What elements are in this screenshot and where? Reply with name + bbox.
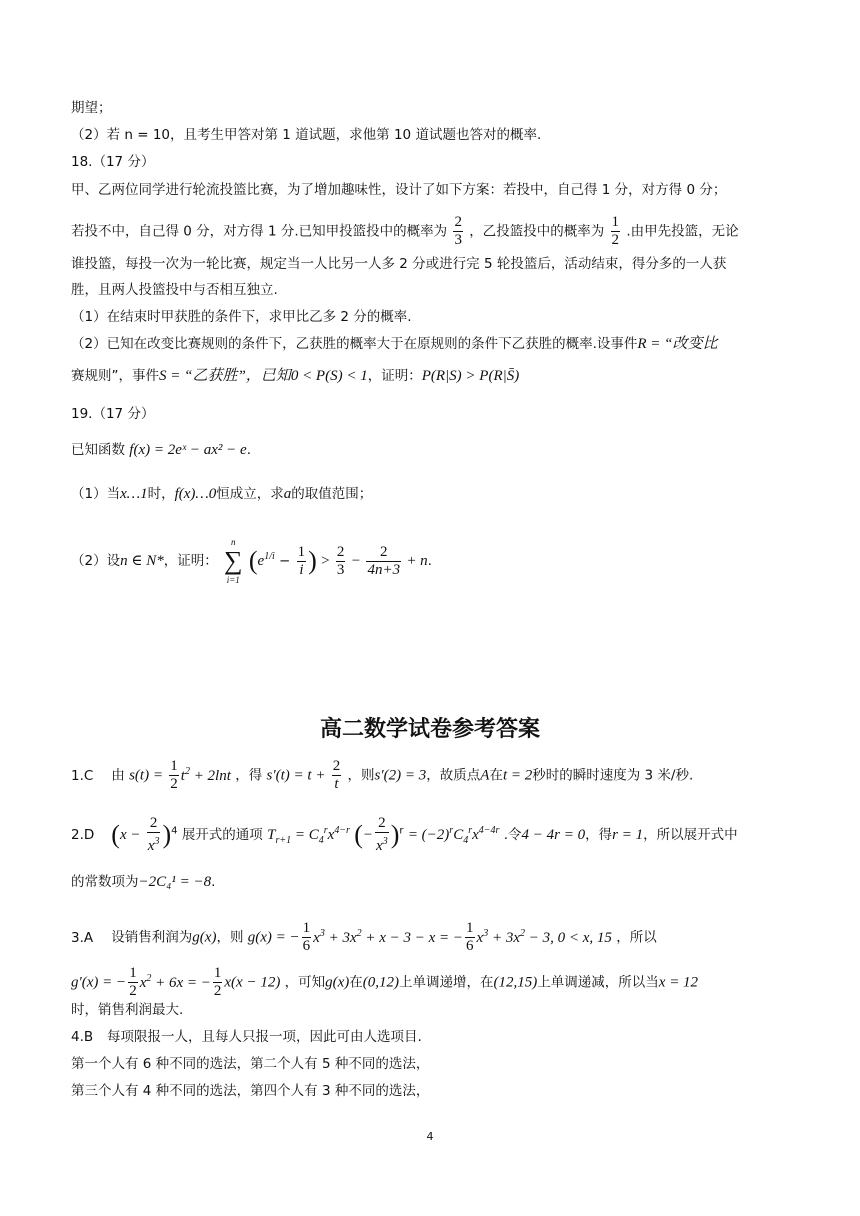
answer-1: 1.C 由 s(t) = $\frac{1}{2}$ $t^2 + 2\ln t$ ，得 s′(t) = t + $\frac{2}{t}$ ，则s′(2) = 3，故质点A在t = 2秒时的瞬时速度为 3 米/秒.	[71, 758, 694, 792]
question-18-part-1: （1）在结束时甲获胜的条件下，求甲比乙多 2 分的概率.	[71, 309, 412, 325]
question-18-header: 18.（17 分）	[71, 154, 155, 170]
fraction-1-2: $\frac{1}{2}$	[611, 214, 620, 248]
answer-4-cont: 第一个人有 6 种不同的选法，第二个人有 5 种不同的选法，	[71, 1056, 430, 1072]
question-18-part-2: 赛规则”，事件S = “乙获胜”，已知0 < P(S) < 1，证明：P(R|S) > P(R|S̄)	[71, 368, 520, 384]
answer-4: 4.B 每项限报一人，且每人只报一项，因此可由人选项目.	[71, 1029, 422, 1045]
text-line: 期望；	[71, 100, 112, 116]
question-18-part-2: （2）已知在改变比赛规则的条件下，乙获胜的概率大于在原规则的条件下乙获胜的概率.设事件R = “改变比	[71, 336, 718, 352]
question-19-part-1: （1）当x…1时，f(x)…0恒成立，求a的取值范围；	[71, 486, 373, 502]
summation: n ∑ i=1	[224, 537, 243, 585]
answer-2: 2.D (x − $\frac{2}{x^3}$ )$^4$ 展开式的通项 $T_{r+1} = C_4^rx^{4-r}$ (− $\frac{2}{x^3}$ )$^r = (-2)^rC_4^rx^{4-4r}$ .令4 − 4r = 0，得r = 1，所以展开式中	[71, 815, 738, 854]
question-18-text: 谁投篮，每投一次为一轮比赛，规定当一人比另一人多 2 分或进行完 5 轮投篮后，活动结束，得分多的一人获	[71, 256, 727, 272]
answer-3: 3.A 设销售利润为g(x)，则 g(x) = − $\frac{1}{6}$ $x^3 + 3x^2 + x - 3 - x$ = − $\frac{1}{6}$ $x^3 + 3x^2 - 3$, 0 < x, 15 ，所以	[71, 920, 657, 954]
question-18-text: 胜，且两人投篮投中与否相互独立.	[71, 282, 278, 298]
answer-4-cont: 第三个人有 4 种不同的选法，第四个人有 3 种不同的选法，	[71, 1083, 430, 1099]
page-title: 高二数学试卷参考答案	[319, 717, 540, 742]
question-19-part-2: （2）设n ∈ N*，证明： n ∑ i=1 ($e^{1/i}$ − $\frac{1}{i}$ ) > $\frac{2}{3}$ − $\frac{2}{4n+3}$ + n.	[71, 537, 432, 585]
answer-3-cont: 时，销售利润最大.	[71, 1002, 184, 1018]
answer-3-cont: g′(x) = − $\frac{1}{2}$ $x^2 + 6x$ = − $\frac{1}{2}$ x(x − 12) ，可知g(x)在(0,12)上单调递增，在(12,15)上单调递减，所以当x = 12	[71, 965, 699, 999]
question-18-text: 甲、乙两位同学进行轮流投篮比赛，为了增加趣味性，设计了如下方案：若投中，自己得 1 分，对方得 0 分；	[71, 182, 727, 198]
question-17-part-2: （2）若 n = 10，且考生甲答对第 1 道试题，求他第 10 道试题也答对的概率.	[71, 127, 542, 143]
question-19-text: 已知函数 f(x) = 2eˣ − ax² − e.	[71, 442, 251, 458]
page-number: 4	[426, 1130, 434, 1143]
answer-2-cont: 的常数项为−2C₄¹ = −8.	[71, 874, 216, 890]
question-19-header: 19.（17 分）	[71, 406, 155, 422]
fraction-2-3: $\frac{2}{3}$	[454, 214, 462, 248]
question-18-text: 若投不中，自己得 0 分，对方得 1 分.已知甲投篮投中的概率为 $\frac{2}{3}$ ，乙投篮投中的概率为 $\frac{1}{2}$ .由甲先投篮，无论	[71, 214, 739, 248]
